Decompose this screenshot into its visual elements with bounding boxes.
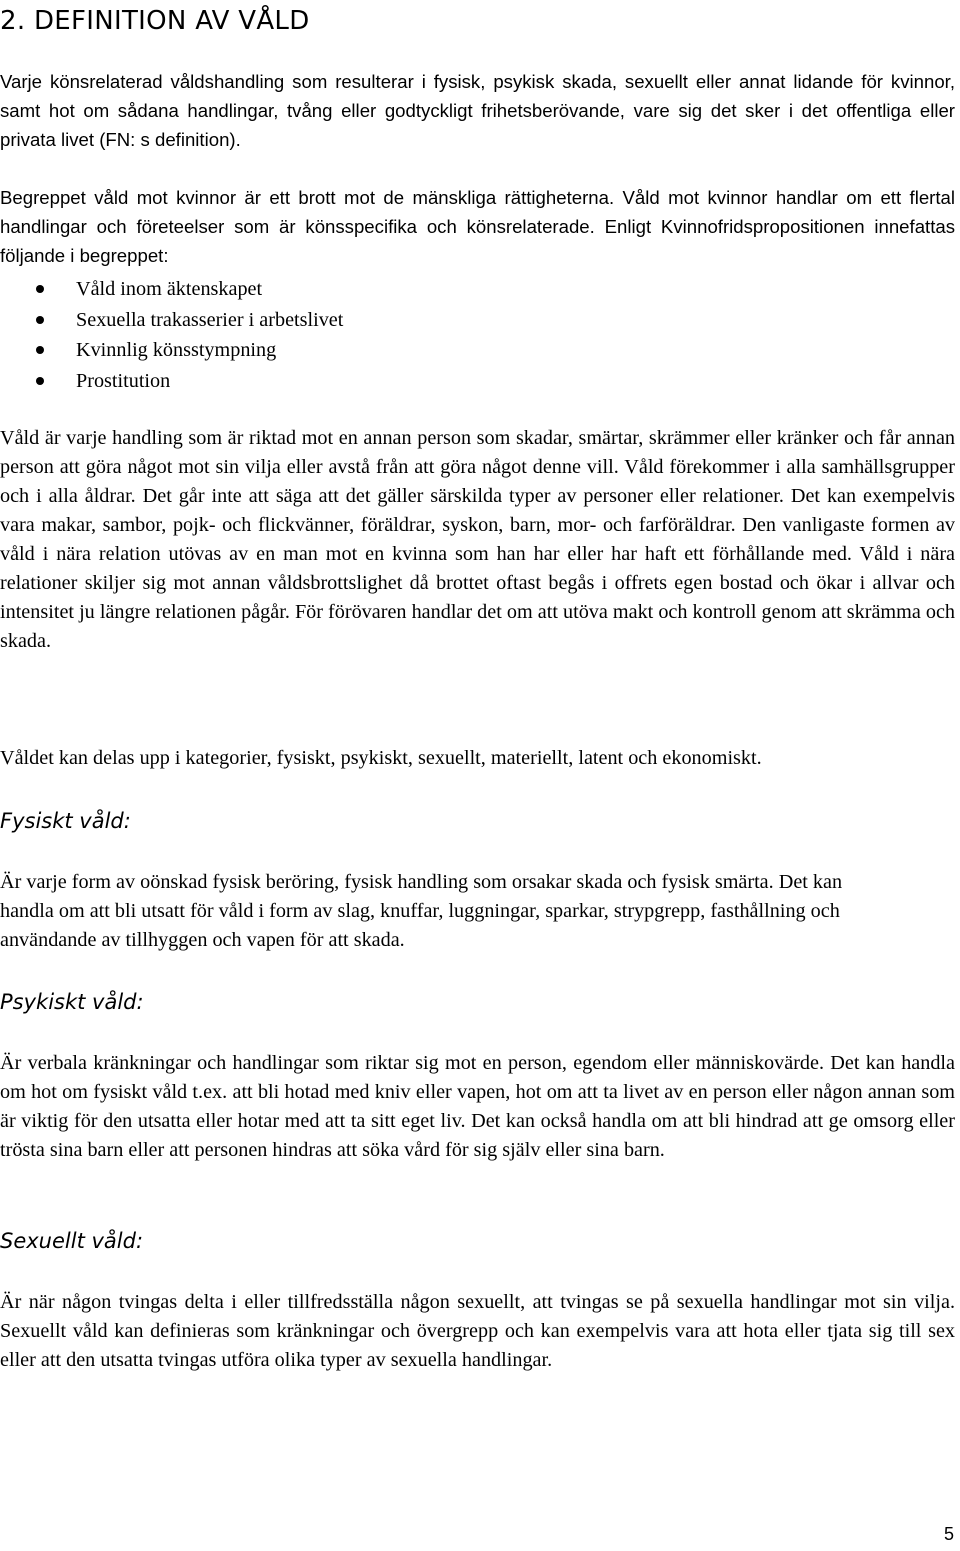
list-item-text: Kvinnlig könsstympning	[76, 339, 277, 361]
page-title: 2. DEFINITION AV VÅLD	[0, 6, 310, 36]
psykiskt-vald-paragraph: Är verbala kränkningar och handlingar som riktar sig mot en person, egendom eller människovärde. Det kan handla om hot om fysiskt våld t.ex. att bli hotad med kniv eller vapen, hot om att ta livet av en person eller någon annan som är viktig för den utsatta eller hotar med att ta sitt eget liv. Det kan också handla om att bli hindrad att ge omsorg eller trösta sina barn eller att personen hindras att söka vård för sig själv eller sina barn.	[0, 1052, 955, 1161]
list-item	[0, 274, 343, 305]
list-item-text: Prostitution	[76, 369, 171, 392]
list-item	[0, 335, 343, 366]
vald-definition-paragraph: Våld är varje handling som är riktad mot en annan person som skadar, smärtar, skrämmer eller kränker och får annan person att göra något mot sin vilja eller avstå från att göra något denne vill. Våld förekommer i alla samhällsgrupper och i alla åldrar. Det går inte att säga att det gäller särskilda typer av personer eller relationer. Det kan exempelvis vara makar, sambor, pojk- och flickvänner, föräldrar, syskon, barn, mor- och farföräldrar. Den vanligaste formen av våld i nära relation utövas av en man mot en kvinna som han har eller har haft ett förhållande med. Våld i nära relationer skiljer sig mot annan våldsbrottslighet då brottet oftast begås i offrets egen bostad och ökar i allvar och intensitet ju längre relationen pågår. För förövaren handlar det om att utöva makt och kontroll genom att skrämma och skada.	[0, 427, 955, 652]
bullet-icon	[36, 346, 44, 354]
psykiskt-vald-heading: Psykiskt våld:	[0, 990, 144, 1014]
list-item	[0, 305, 343, 336]
bullet-icon	[36, 316, 44, 324]
list-item-text: Våld inom äktenskapet	[76, 278, 263, 300]
fysiskt-vald-heading: Fysiskt våld:	[0, 809, 131, 833]
bullet-icon	[36, 285, 44, 293]
begreppet-paragraph: Begreppet våld mot kvinnor är ett brott mot de mänskliga rättigheterna. Våld mot kvinnor handlar om ett flertal handlingar och företeelser som är könsspecifika och könsrelaterade. Enligt Kvinnofridspropositionen innefattas följande i begreppet:	[0, 187, 955, 266]
list-item-text: Sexuella trakasserier i arbetslivet	[76, 308, 344, 331]
sexuellt-vald-heading: Sexuellt våld:	[0, 1229, 144, 1253]
list-item	[0, 366, 343, 397]
bullet-list	[0, 274, 343, 396]
bullet-icon	[36, 377, 44, 385]
page-number: 5	[943, 1524, 954, 1544]
intro-paragraph: Varje könsrelaterad våldshandling som resulterar i fysisk, psykisk skada, sexuellt eller annat lidande för kvinnor, samt hot om sådana handlingar, tvång eller godtyckligt frihetsberövande, vare sig det sker i det offentliga eller privata livet (FN: s definition).	[0, 71, 955, 150]
fysiskt-vald-paragraph: Är varje form av oönskad fysisk beröring, fysisk handling som orsakar skada och fysisk smärta. Det kan handla om att bli utsatt för våld i form av slag, knuffar, luggningar, sparkar, strypgrepp, fasthållning och användande av tillhyggen och vapen för att skada.	[0, 871, 843, 951]
kategorier-paragraph: Våldet kan delas upp i kategorier, fysiskt, psykiskt, sexuellt, materiellt, latent och ekonomiskt.	[0, 747, 762, 769]
sexuellt-vald-paragraph: Är när någon tvingas delta i eller tillfredsställa någon sexuellt, att tvingas se på sexuella handlingar mot sin vilja. Sexuellt våld kan definieras som kränkningar och övergrepp och kan exempelvis vara att hota eller tjata sig till sex eller att den utsatta tvingas utföra olika typer av sexuella handlingar.	[0, 1291, 955, 1371]
